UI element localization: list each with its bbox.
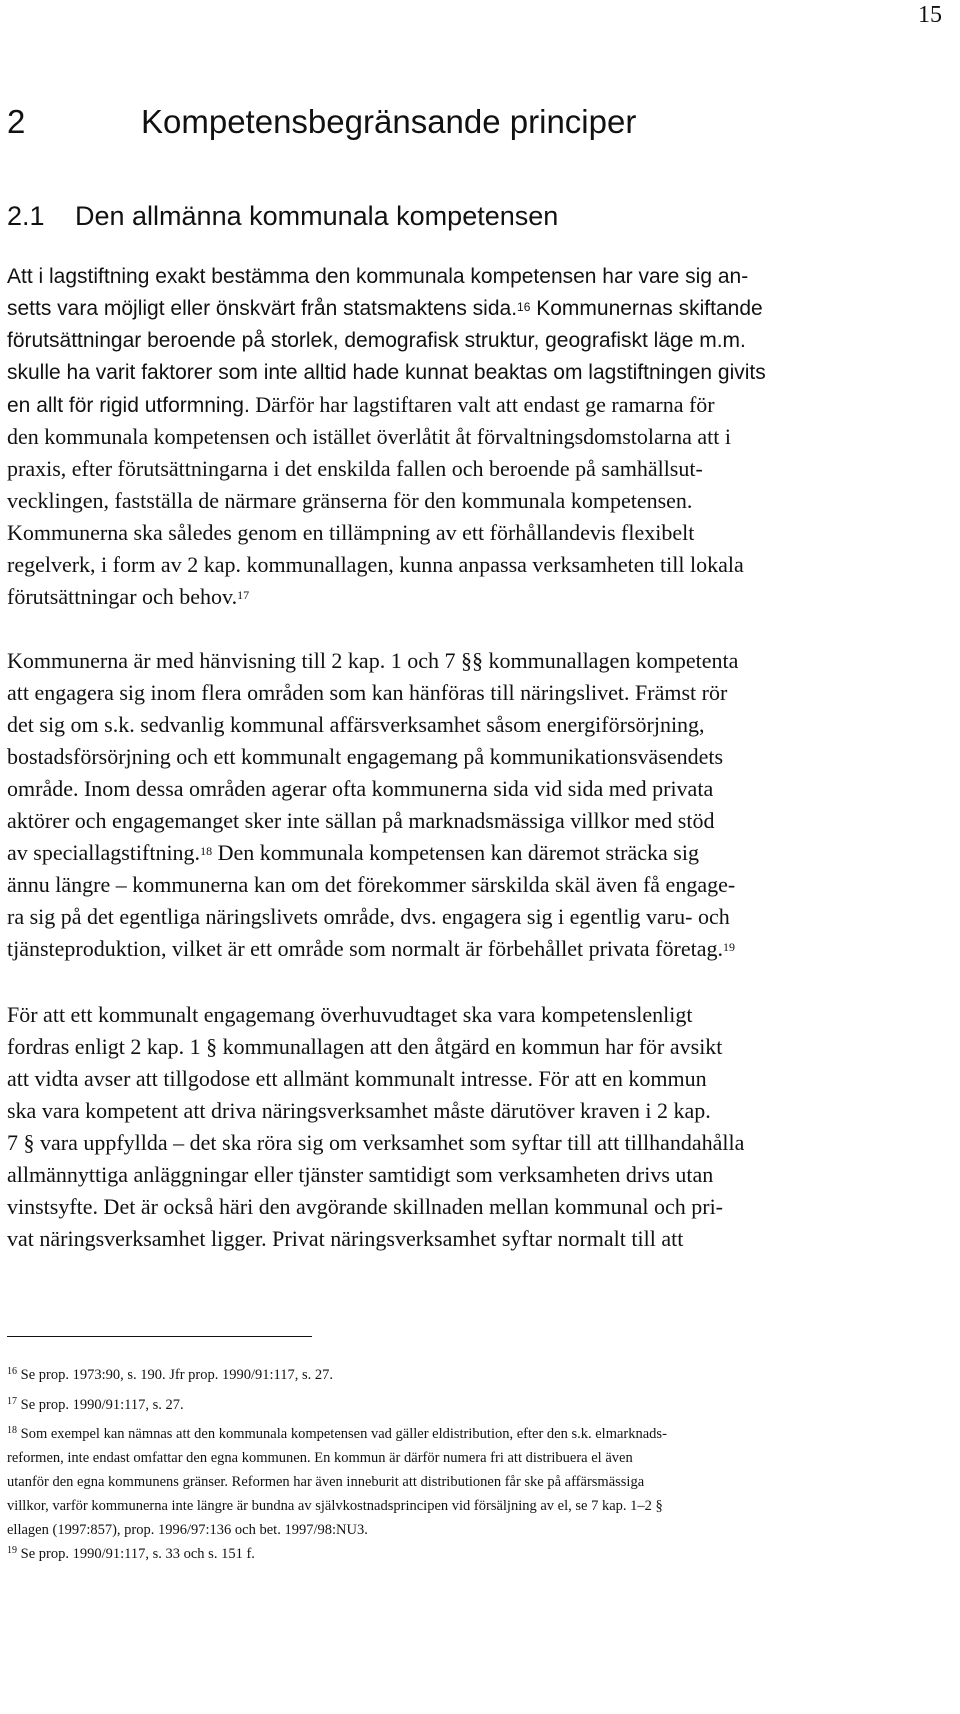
footnote-number: 16 <box>7 1366 17 1377</box>
text-line: att engagera sig inom flera områden som kan hänföras till näringslivet. Främst rör <box>7 680 728 705</box>
footnote-number: 19 <box>7 1545 17 1556</box>
text-line: att vidta avser att tillgodose ett allmänt kommunalt intresse. För att en kommun <box>7 1066 707 1091</box>
text-line: ra sig på det egentliga näringslivets område, dvs. engagera sig i egentlig varu- och <box>7 904 730 929</box>
text-span: Den kommunala kompetensen kan däremot sträcka sig <box>212 840 699 865</box>
footnote-17 <box>7 1396 184 1414</box>
footnote-18-line: villkor, varför kommunerna inte längre är bundna av självkostnadsprincipen vid försäljning av el, se 7 kap. 1–2 § <box>7 1498 663 1514</box>
text-line: Kommunerna är med hänvisning till 2 kap. 1 och 7 §§ kommunallagen kompetenta <box>7 648 739 673</box>
text-line: aktörer och engagemanget sker inte sällan på marknadsmässiga villkor med stöd <box>7 808 715 833</box>
text-line: vecklingen, fastställa de närmare gränserna för den kommunala kompetensen. <box>7 488 693 513</box>
text-span: Kommunernas skiftande <box>530 297 763 320</box>
text-line: vat näringsverksamhet ligger. Privat näringsverksamhet syftar normalt till att <box>7 1226 684 1251</box>
chapter-number: 2 <box>7 103 26 140</box>
text-span: setts vara möjligt eller önskvärt från statsmaktens sida. <box>7 297 518 320</box>
footnote-19 <box>7 1545 255 1563</box>
text-span: tjänsteproduktion, vilket är ett område som normalt är förbehållet privata företag. <box>7 936 723 961</box>
footnote-ref-19[interactable]: 19 <box>722 940 735 954</box>
footnote-ref-16[interactable]: 16 <box>517 300 531 314</box>
page-number: 15 <box>918 2 942 28</box>
text-line <box>7 839 699 867</box>
text-line: Att i lagstiftning exakt bestämma den kommunala kompetensen har vare sig an- <box>7 265 749 288</box>
text-line: För att ett kommunalt engagemang överhuvudtaget ska vara kompetenslenligt <box>7 1002 693 1027</box>
chapter-title: Kompetensbegränsande principer <box>141 103 637 140</box>
footnote-18-line: ellagen (1997:857), prop. 1996/97:136 och bet. 1997/98:NU3. <box>7 1522 368 1538</box>
chapter-heading <box>7 103 636 141</box>
text-line: förutsättningar beroende på storlek, demografisk struktur, geografiskt läge m.m. <box>7 329 746 352</box>
footnote-text: Som exempel kan nämnas att den kommunala kompetensen vad gäller eldistribution, efter den s.k. elmarknads- <box>17 1426 667 1442</box>
text-span: förutsättningar och behov. <box>7 584 238 609</box>
footnote-18 <box>7 1425 667 1443</box>
footnote-number: 17 <box>7 1396 17 1407</box>
text-line: skulle ha varit faktorer som inte alltid hade kunnat beaktas om lagstiftningen givits <box>7 361 766 384</box>
footnote-text: Se prop. 1973:90, s. 190. Jfr prop. 1990/91:117, s. 27. <box>17 1367 334 1383</box>
text-line: Kommunerna ska således genom en tillämpning av ett förhållandevis flexibelt <box>7 520 695 545</box>
footnote-ref-18[interactable]: 18 <box>200 844 213 858</box>
text-line: fordras enligt 2 kap. 1 § kommunallagen att den åtgärd en kommun har för avsikt <box>7 1034 723 1059</box>
text-line <box>7 583 249 611</box>
text-span: en allt för rigid utformning. <box>7 394 250 417</box>
text-line: regelverk, i form av 2 kap. kommunallagen, kunna anpassa verksamheten till lokala <box>7 552 744 577</box>
text-span: Därför har lagstiftaren valt att endast ge ramarna för <box>249 392 715 417</box>
footnote-ref-17[interactable]: 17 <box>237 588 250 602</box>
footnote-text: Se prop. 1990/91:117, s. 27. <box>17 1397 184 1413</box>
text-line: vinstsyfte. Det är också häri den avgörande skillnaden mellan kommunal och pri- <box>7 1194 724 1219</box>
footnote-18-line: utanför den egna kommunens gränser. Reformen har även inneburit att distributionen får ske på affärsmässiga <box>7 1474 645 1490</box>
footnote-16 <box>7 1366 333 1384</box>
footnote-separator <box>7 1336 312 1337</box>
text-line <box>7 935 735 963</box>
text-line: område. Inom dessa områden agerar ofta kommunerna sida vid sida med privata <box>7 776 714 801</box>
text-line: praxis, efter förutsättningarna i det enskilda fallen och beroende på samhällsut- <box>7 456 703 481</box>
text-line: 7 § vara uppfyllda – det ska röra sig om verksamhet som syftar till att tillhandahålla <box>7 1130 745 1155</box>
text-line <box>7 295 763 323</box>
text-line: ännu längre – kommunerna kan om det förekommer särskilda skäl även få engage- <box>7 872 736 897</box>
text-line: allmännyttiga anläggningar eller tjänster samtidigt som verksamheten drivs utan <box>7 1162 714 1187</box>
section-heading <box>7 201 558 232</box>
text-line: det sig om s.k. sedvanlig kommunal affärsverksamhet såsom energiförsörjning, <box>7 712 705 737</box>
section-number: 2.1 <box>7 201 45 231</box>
text-line: ska vara kompetent att driva näringsverksamhet måste därutöver kraven i 2 kap. <box>7 1098 711 1123</box>
text-span: av speciallagstiftning. <box>7 840 201 865</box>
text-line: den kommunala kompetensen och istället överlåtit åt förvaltningsdomstolarna att i <box>7 424 731 449</box>
section-title: Den allmänna kommunala kompetensen <box>75 201 559 231</box>
footnote-text: Se prop. 1990/91:117, s. 33 och s. 151 f. <box>17 1546 255 1562</box>
footnote-18-line: reformen, inte endast omfattar den egna kommunen. En kommun är därför numera fri att distribuera el även <box>7 1450 633 1466</box>
text-line: bostadsförsörjning och ett kommunalt engagemang på kommunikationsväsendets <box>7 744 724 769</box>
footnote-number: 18 <box>7 1425 17 1436</box>
text-line <box>7 391 715 420</box>
